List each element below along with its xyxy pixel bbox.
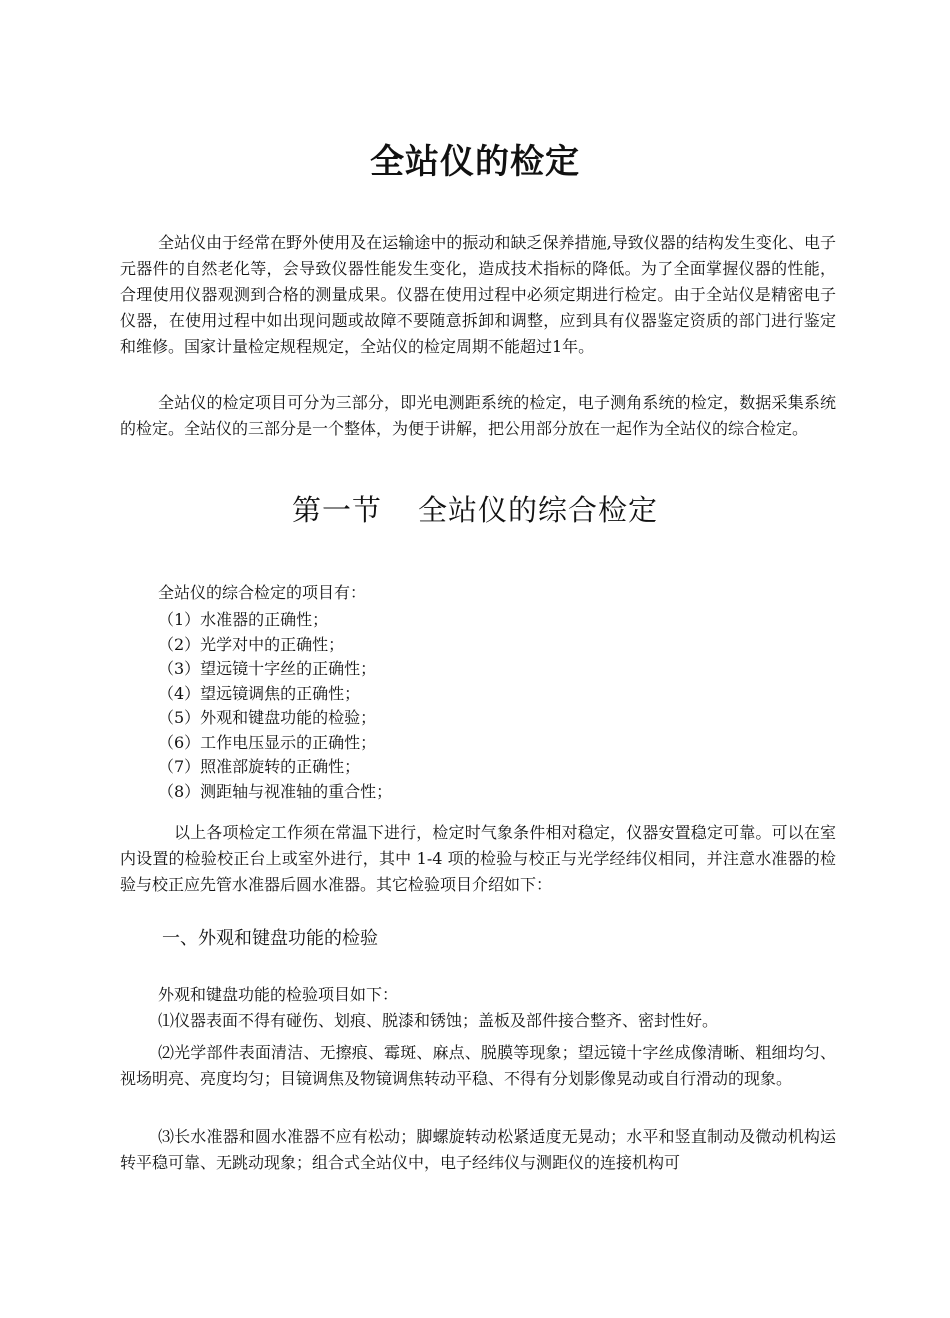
section-heading — [0, 488, 950, 532]
check-item: （8）测距轴与视准轴的重合性； — [158, 781, 393, 801]
check-item: （3）望远镜十字丝的正确性； — [158, 659, 377, 678]
section-number: 第一节 — [291, 493, 382, 527]
check-item: （7）照准部旋转的正确性； — [158, 757, 361, 776]
subsection-point-3: ⑶长水准器和圆水准器不应有松动；脚螺旋转动松紧适度无晃动；水平和竖直制动及微动机构运转平稳可靠、无跳动现象；组合式全站仪中，电子经纬仪与测距仪的连接机构可 — [120, 1127, 836, 1172]
document-title: 全站仪的检定 — [370, 142, 580, 182]
section-intro: 全站仪的综合检定的项目有： — [158, 583, 367, 602]
subsection-point-1: ⑴仪器表面不得有碰伤、划痕、脱漆和锈蚀；盖板及部件接合整齐、密封性好。 — [158, 1011, 719, 1030]
intro-paragraph-2: 全站仪的检定项目可分为三部分，即光电测距系统的检定，电子测角系统的检定，数据采集系统的检定。全站仪的三部分是一个整体，为便于讲解，把公用部分放在一起作为全站仪的综合检定。 — [120, 393, 836, 438]
check-item: （1）水准器的正确性； — [158, 610, 329, 629]
subsection-point-2: ⑵光学部件表面清洁、无擦痕、霉斑、麻点、脱膜等现象；望远镜十字丝成像清晰、粗细均匀、视场明亮、亮度均匀；目镜调焦及物镜调焦转动平稳、不得有分划影像晃动或自行滑动的现象。 — [120, 1043, 836, 1088]
section-title: 全站仪的综合检定 — [418, 493, 659, 527]
subsection-heading: 一、外观和键盘功能的检验 — [162, 928, 378, 949]
intro-paragraph-1: 全站仪由于经常在野外使用及在运输途中的振动和缺乏保养措施,导致仪器的结构发生变化、电子元器件的自然老化等，会导致仪器性能发生变化，造成技术指标的降低。为了全面掌握仪器的性能，合理使用仪器观测到合格的测量成果。仪器在使用过程中必须定期进行检定。由于全站仪是精密电子仪器，在使用过程中如出现问题或故障不要随意拆卸和调整，应到具有仪器鉴定资质的部门进行鉴定和维修。国家计量检定规程规定，全站仪的检定周期不能超过1年。 — [120, 233, 836, 356]
check-item: （2）光学对中的正确性； — [158, 634, 345, 654]
section-note: 以上各项检定工作须在常温下进行，检定时气象条件相对稳定，仪器安置稳定可靠。可以在室内设置的检验校正台上或室外进行，其中 1-4 项的检验与校正与光学经纬仪相同，并注意水准器的检验与校正应先管水准器后圆水准器。其它检验项目介绍如下： — [120, 823, 836, 894]
check-item-list — [158, 608, 392, 804]
check-item: （6）工作电压显示的正确性； — [158, 732, 377, 752]
check-item: （5）外观和键盘功能的检验； — [158, 708, 377, 727]
subsection-intro: 外观和键盘功能的检验项目如下： — [158, 985, 399, 1004]
check-item: （4）望远镜调焦的正确性； — [158, 683, 361, 703]
